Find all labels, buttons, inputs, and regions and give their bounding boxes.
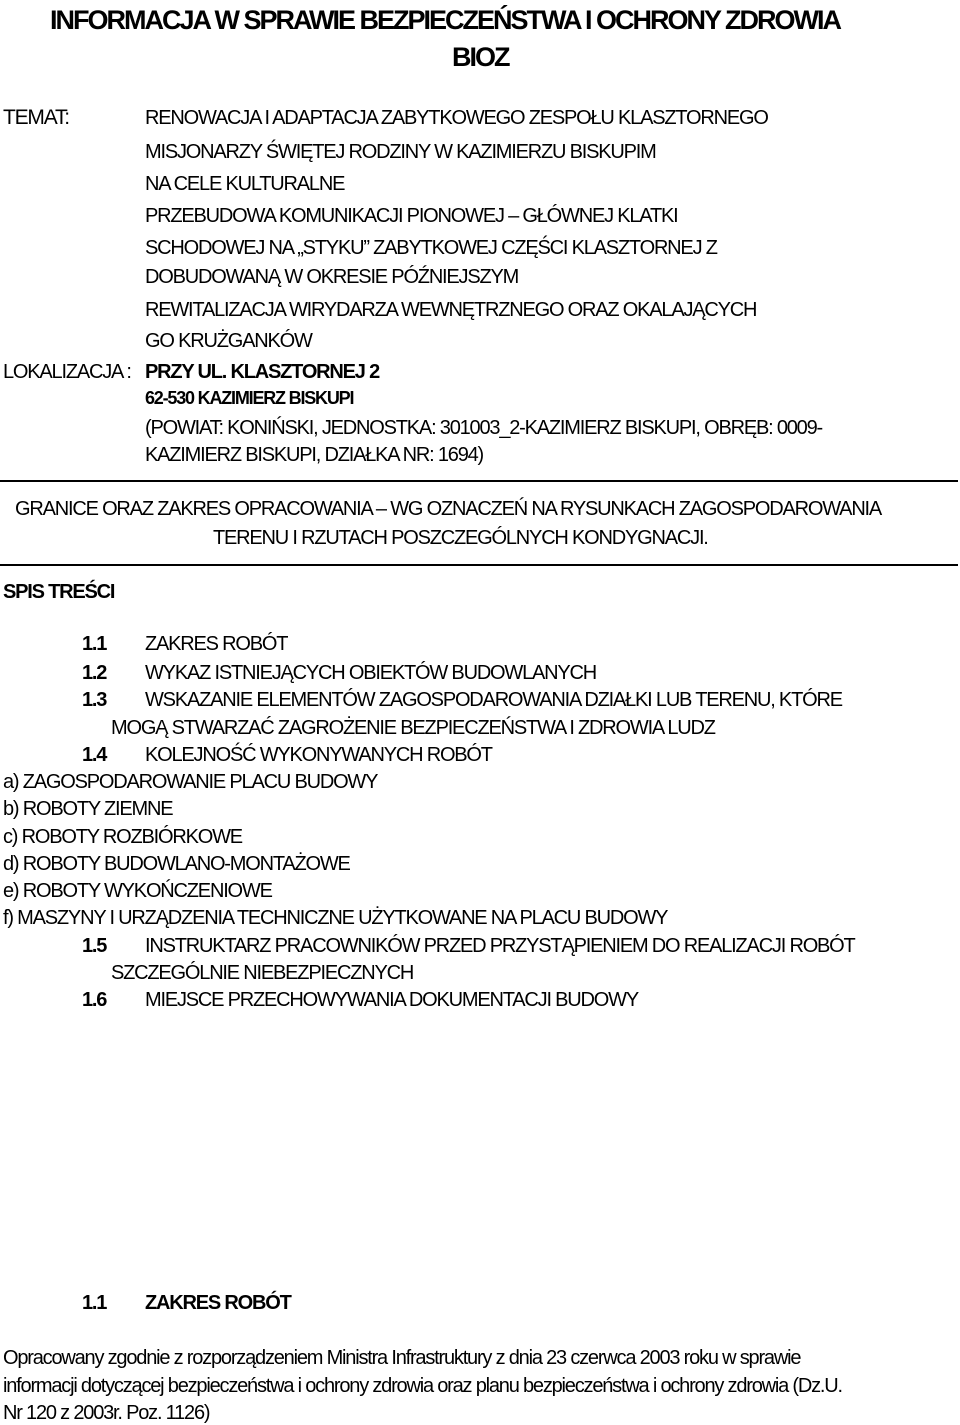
paragraph-line: Opracowany zgodnie z rozporządzeniem Ministra Infrastruktury z dnia 23 czerwca 2003 roku w sprawie [3, 1347, 801, 1369]
toc-item-text: WYKAZ ISTNIEJĄCYCH OBIEKTÓW BUDOWLANYCH [145, 662, 597, 684]
toc-item-text-continuation: MOGĄ STWARZAĆ ZAGROŻENIE BEZPIECZEŃSTWA I ZDROWIA LUDZ [111, 717, 715, 739]
toc-item-number: 1.1 [82, 633, 107, 655]
scope-text: GRANICE ORAZ ZAKRES OPRACOWANIA – WG OZNACZEŃ NA RYSUNKACH ZAGOSPODAROWANIA [15, 498, 882, 520]
toc-subitem: c) ROBOTY ROZBIÓRKOWE [3, 826, 242, 848]
toc-item-number: 1.5 [82, 935, 107, 957]
topic-line: RENOWACJA I ADAPTACJA ZABYTKOWEGO ZESPOŁU KLASZTORNEGO [145, 107, 768, 129]
topic-line: DOBUDOWANĄ W OKRESIE PÓŹNIEJSZYM [145, 266, 519, 288]
document-title-abbreviation: BIOZ [452, 42, 509, 72]
toc-heading: SPIS TREŚCI [3, 581, 115, 603]
topic-line: REWITALIZACJA WIRYDARZA WEWNĘTRZNEGO ORAZ OKALAJĄCYCH [145, 299, 757, 321]
toc-item-text: MIEJSCE PRZECHOWYWANIA DOKUMENTACJI BUDOWY [145, 989, 638, 1011]
paragraph-line: Nr 120 z 2003r. Poz. 1126) [3, 1402, 210, 1424]
toc-item-text-continuation: SZCZEGÓLNIE NIEBEZPIECZNYCH [111, 962, 414, 984]
topic-label: TEMAT: [3, 106, 69, 129]
divider [0, 480, 958, 482]
location-label: LOKALIZACJA : [3, 361, 131, 383]
toc-subitem: b) ROBOTY ZIEMNE [3, 798, 173, 820]
topic-line: SCHODOWEJ NA „STYKU” ZABYTKOWEJ CZĘŚCI KLASZTORNEJ Z [145, 237, 717, 259]
topic-line: GO KRUŻGANKÓW [145, 330, 312, 352]
topic-line: MISJONARZY ŚWIĘTEJ RODZINY W KAZIMIERZU BISKUPIM [145, 141, 656, 163]
scope-text: TERENU I RZUTACH POSZCZEGÓLNYCH KONDYGNACJI. [213, 527, 708, 549]
section-number: 1.1 [82, 1292, 107, 1314]
location-detail: KAZIMIERZ BISKUPI, DZIAŁKA NR: 1694) [145, 444, 484, 466]
toc-item-number: 1.4 [82, 744, 107, 766]
location-city: 62-530 KAZIMIERZ BISKUPI [145, 388, 354, 408]
toc-item-text: WSKAZANIE ELEMENTÓW ZAGOSPODAROWANIA DZIAŁKI LUB TERENU, KTÓRE [145, 689, 842, 711]
toc-item-number: 1.6 [82, 989, 107, 1011]
toc-item-number: 1.3 [82, 689, 107, 711]
toc-item-text: ZAKRES ROBÓT [145, 633, 288, 655]
topic-line: NA CELE KULTURALNE [145, 173, 345, 195]
location-detail: (POWIAT: KONIŃSKI, JEDNOSTKA: 301003_2-KAZIMIERZ BISKUPI, OBRĘB: 0009- [145, 417, 822, 439]
toc-subitem: a) ZAGOSPODAROWANIE PLACU BUDOWY [3, 771, 378, 793]
paragraph-line: informacji dotyczącej bezpieczeństwa i ochrony zdrowia oraz planu bezpieczeństwa i ochrony zdrowia (Dz.U. [3, 1375, 842, 1397]
toc-subitem: e) ROBOTY WYKOŃCZENIOWE [3, 880, 272, 902]
topic-line: PRZEBUDOWA KOMUNIKACJI PIONOWEJ – GŁÓWNEJ KLATKI [145, 205, 678, 227]
toc-item-text: INSTRUKTARZ PRACOWNIKÓW PRZED PRZYSTĄPIENIEM DO REALIZACJI ROBÓT [145, 935, 855, 957]
toc-subitem: f) MASZYNY I URZĄDZENIA TECHNICZNE UŻYTKOWANE NA PLACU BUDOWY [3, 907, 668, 929]
section-title: ZAKRES ROBÓT [145, 1292, 291, 1314]
divider [0, 564, 958, 566]
location-street: PRZY UL. KLASZTORNEJ 2 [145, 361, 380, 383]
toc-item-text: KOLEJNOŚĆ WYKONYWANYCH ROBÓT [145, 744, 492, 766]
toc-subitem: d) ROBOTY BUDOWLANO-MONTAŻOWE [3, 853, 350, 875]
document-title: INFORMACJA W SPRAWIE BEZPIECZEŃSTWA I OCHRONY ZDROWIA [50, 5, 841, 35]
toc-item-number: 1.2 [82, 662, 107, 684]
